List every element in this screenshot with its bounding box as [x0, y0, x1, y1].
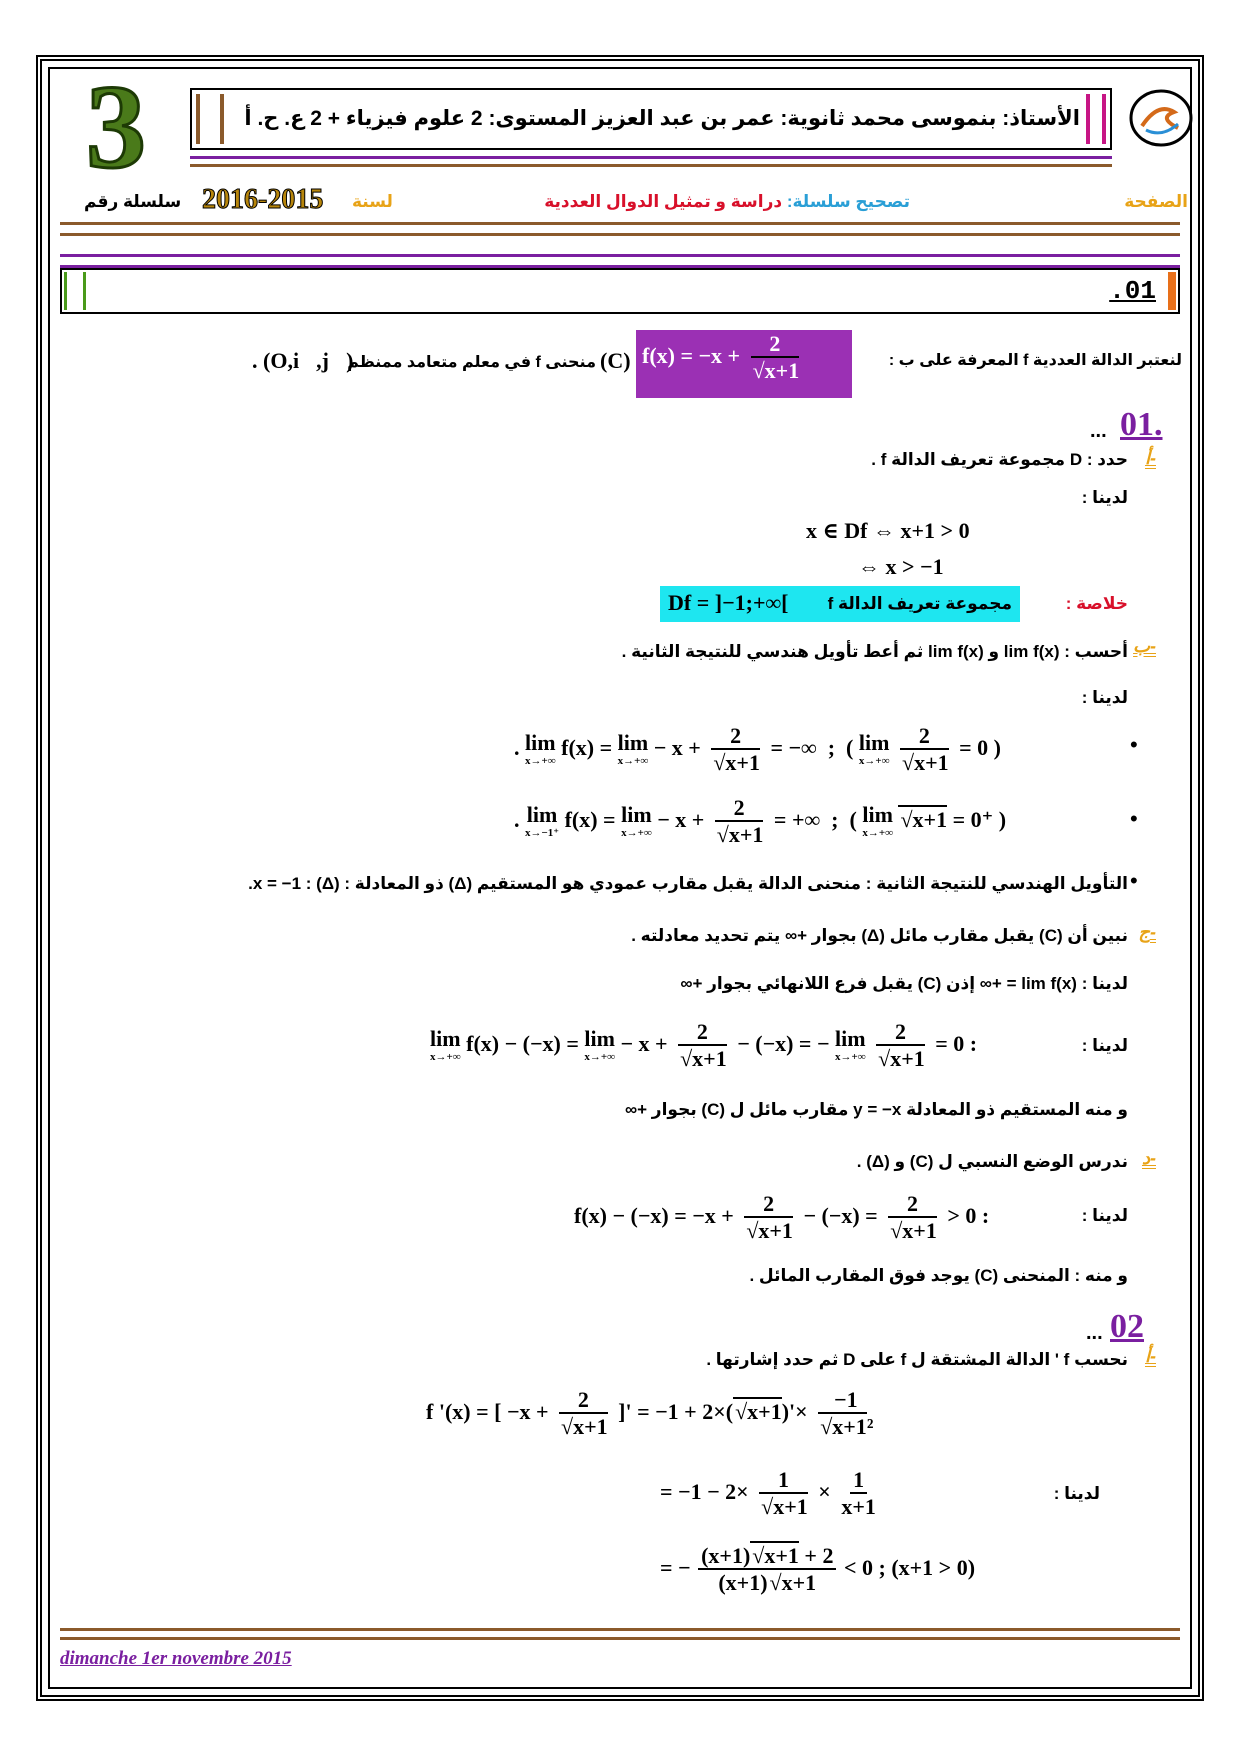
part1-c-label: ج- — [1138, 922, 1156, 942]
part1-we-have-1: لدينا : — [1081, 488, 1128, 507]
part1-d-conclusion: و منه : المنحنى (C) يوجد فوق المقارب المائل . — [749, 1266, 1128, 1285]
curve-symbol: (C) — [600, 348, 631, 373]
school-logo-icon — [1128, 88, 1194, 148]
domain-step-2: ⇔ x > −1 — [858, 554, 944, 579]
right-bars — [1086, 94, 1106, 144]
part1-we-have-2: لدينا : — [1081, 688, 1128, 707]
year-value: 2016-2015 — [202, 184, 324, 215]
left-bars — [196, 94, 224, 144]
part1-b-label: ب- — [1133, 636, 1156, 656]
logo-digit: 3 — [86, 72, 146, 182]
domain-result: Df = ]−1;+∞[ — [668, 590, 789, 615]
part1-we-have-4: لدينا : — [1081, 1206, 1128, 1225]
summary-label: خلاصة : — [1065, 594, 1128, 613]
limit-line-1: . lim x→+∞ f(x) = lim x→+∞ − x + 2 √ x+1 = −∞ ; ( lim x→+∞ 2 √ x+1 = 0 ) — [514, 724, 1001, 775]
domain-step-1: x ∈ Df ⇔ x+1 > 0 — [806, 518, 970, 543]
part2-we-have: لدينا : — [1053, 1484, 1100, 1503]
correction-label: تصحيح سلسلة: — [786, 192, 910, 211]
derivative-line-2: = −1 − 2× 1 √ x+1 × $\frac{1}{x+1}$ — [660, 1468, 881, 1519]
intro-tail: منحنى f في معلم متعامد ممنظم — [347, 354, 596, 371]
bullet-1 — [1118, 732, 1138, 758]
exercise-number: .01 — [1109, 276, 1156, 306]
limit-line-2: . lim x→−1⁺ f(x) = lim x→+∞ − x + 2 √ x+1 = +∞ ; ( lim x→+∞ √ x+1 = 0⁺ ) — [514, 796, 1006, 847]
footer-date: dimanche 1er novembre 2015 — [60, 1648, 292, 1669]
part1-c-line3: و منه المستقيم ذو المعادلة y = −x مقارب مائل ل (C) بجوار +∞ — [625, 1100, 1128, 1119]
part1-d-text: ندرس الوضع النسبي ل (C) و (Δ) . — [856, 1152, 1128, 1171]
part1-b-text: أحسب : lim f(x) و lim f(x) ثم أعط تأويل هندسي للنتيجة الثانية . — [621, 642, 1128, 661]
part1-number: 01. — [1120, 406, 1163, 443]
year-label: لسنة — [352, 192, 393, 211]
part1-c-text: نبين أن (C) يقبل مقارب مائل (Δ) بجوار +∞ يتم تحديد معادلته . — [631, 926, 1128, 945]
teacher-line: الأستاذ: بنموسى محمد ثانوية: عمر بن عبد العزيز المستوى: 2 علوم فيزياء + 2 ع. ح. أ — [244, 107, 1080, 130]
header-underline-purple — [190, 156, 1112, 159]
part1-a-label: أ- — [1144, 448, 1156, 468]
derivative-line-3: = − $\frac{(x+1)√ x+1 + 2}{(x+1)√ x+1}$ < 0 ; (x+1 > 0) — [660, 1544, 975, 1595]
intro-text: لنعتبر الدالة العددية f المعرفة على ب : — [888, 352, 1182, 369]
series-title: دراسة و تمثيل الدوال العددية — [544, 192, 783, 211]
teacher-info-box — [190, 88, 1112, 150]
part2-number: 02 — [1110, 1308, 1144, 1345]
derivative-line-1: f '(x) = [ −x + 2 √ x+1 ]' = −1 + 2×(√ x+1)'× −1 √ x+1² — [426, 1388, 878, 1439]
geo-interpretation: التأويل الهندسي للنتيجة الثانية : منحنى الدالة يقبل مقارب عمودي هو المستقيم (Δ) ذو المعادلة : x = −1 : (Δ). — [248, 874, 1128, 893]
part2-a-text: نحسب f ' الدالة المشتقة ل f على D ثم حدد إشارتها . — [706, 1350, 1128, 1369]
header-underline-brown — [190, 164, 1112, 167]
exercise-intro — [889, 350, 1182, 370]
part1-dots: ... — [1090, 420, 1107, 442]
summary-text: مجموعة تعريف الدالة f — [827, 594, 1012, 613]
footer-line-brown — [60, 1628, 1180, 1640]
exercise-right-bar — [1168, 272, 1176, 310]
page-label: الصفحة — [1124, 192, 1188, 211]
bullet-2 — [1118, 806, 1138, 832]
series-title-line — [544, 192, 910, 212]
brown-divider — [60, 222, 1180, 236]
frame-notation: . (O,i⃗,j⃗) — [252, 348, 354, 373]
exercise-left-bars — [64, 272, 86, 310]
oblique-limit: lim x→+∞ f(x) − (−x) = lim x→+∞ − x + 2 √ x+1 − (−x) = − lim x→+∞ 2 √ x+1 = 0 : — [430, 1020, 977, 1071]
function-def: f(x) = −x + 2 √ x+1 — [642, 332, 804, 383]
part1-a-text: حدد : D مجموعة تعريف الدالة f . — [871, 450, 1128, 469]
purple-divider-top — [60, 254, 1180, 268]
exercise-box — [60, 268, 1180, 314]
part1-we-have-3: لدينا : — [1081, 1036, 1128, 1055]
part2-dots: ... — [1086, 1322, 1103, 1344]
series-number-logo — [72, 72, 160, 182]
part1-c-line1: لدينا : lim f(x) = +∞ إذن (C) يقبل فرع اللانهائي بجوار +∞ — [680, 974, 1128, 993]
relative-position: f(x) − (−x) = −x + 2 √ x+1 − (−x) = 2 √ x+1 > 0 : — [574, 1192, 989, 1243]
part2-a-label: أ- — [1144, 1346, 1156, 1366]
part1-d-label: د- — [1141, 1148, 1156, 1168]
series-number-label: سلسلة رقم — [84, 192, 182, 211]
